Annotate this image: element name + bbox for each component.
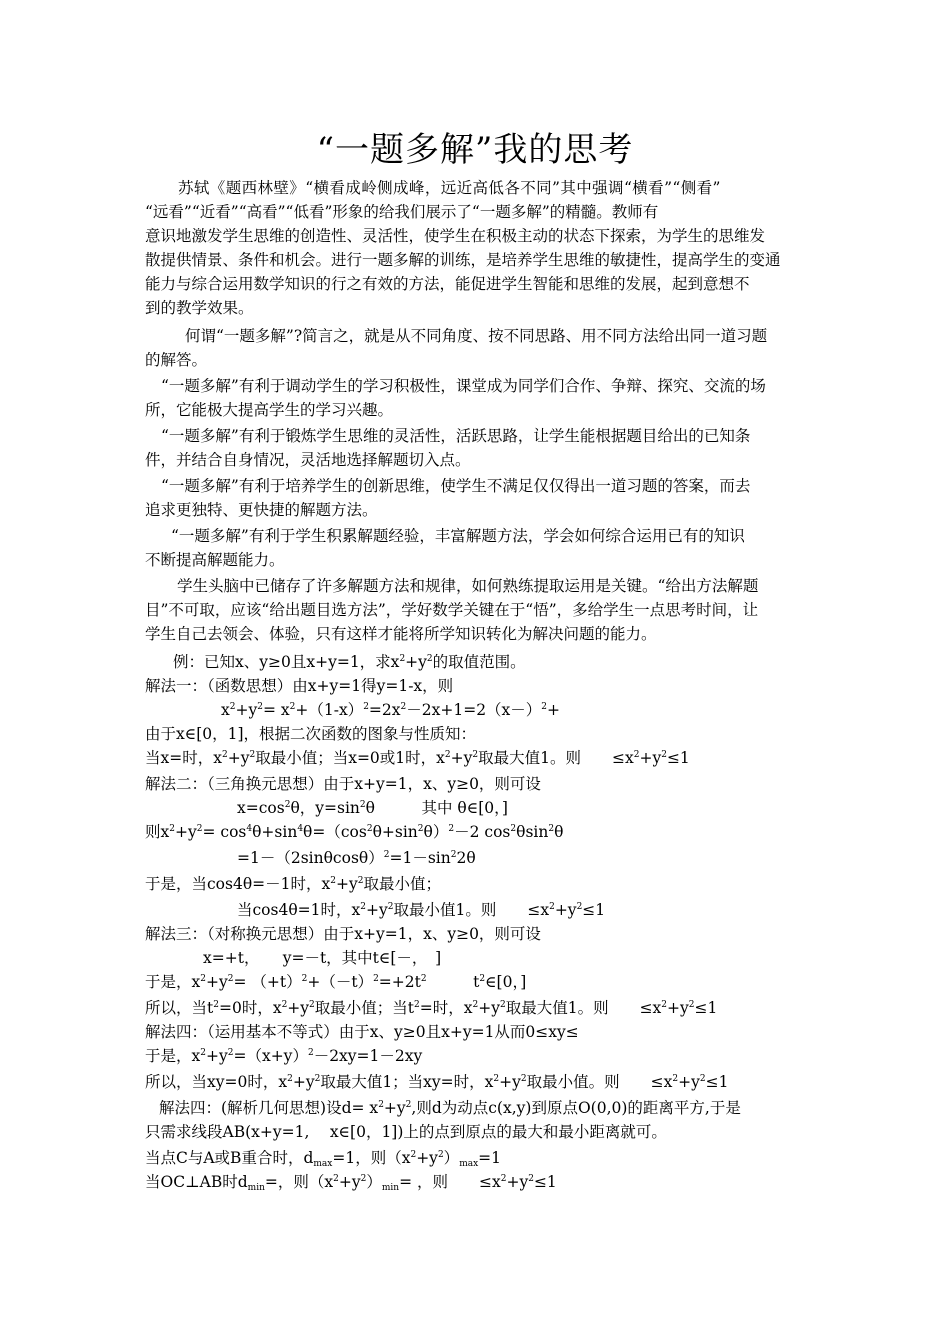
paragraph-line: 苏轼《题西林壁》“横看成岭侧成峰，远近高低各不同”其中强调“横看”“侧看” [178,179,721,197]
solution-line: 于是，$x^2+y^2=(x+y)^2-2xy=1-2xy$ [145,1047,423,1065]
paragraph-line: 件，并结合自身情况，灵活地选择解题切入点。 [145,451,471,469]
solution-line: $=1-(2\sin\theta\cos\theta)^2=1-\sin^22\theta$ [237,849,476,867]
solution-line: 由于x∈[0，1]，根据二次函数的图象与性质知： [145,725,477,743]
solution-line: 则$x^2+y^2= \cos^4\theta+\sin^4\theta=(\cos^2\theta+\sin^2\theta)^2-2$ $\cos^2\theta\sin^2\theta$ [145,823,564,841]
paragraph-line: 不断提高解题能力。 [145,551,285,569]
solution-line: 所以，当xy=0时，$x^2+y^2$取最大值1；当xy=时，$x^2+y^2$取最小值。则 $\le x^2+y^2\le 1$ [145,1073,729,1091]
solution-line: 解法二：（三角换元思想）由于x+y=1，x、y≥0，则可设 [145,775,541,793]
solution-line: 解法一：（函数思想）由x+y=1得y=1-x，则 [145,677,454,695]
paragraph-line: 追求更独特、更快捷的解题方法。 [145,501,378,519]
paragraph-line: “一题多解”有利于调动学生的学习积极性，课堂成为同学们合作、争辩、探究、交流的场 [161,377,766,395]
paragraph-line: “一题多解”有利于锻炼学生思维的灵活性，活跃思路，让学生能根据题目给出的已知条 [161,427,751,445]
solution-line: 解法四：(解析几何思想)设$d= x^2+y^2$,则d为动点c(x,y)到原点O(0,0)的距离平方,于是 [159,1099,741,1117]
solution-line: x=+t， y=－t，其中t∈[－， ] [203,949,442,967]
paragraph-line: 能力与综合运用数学知识的行之有效的方法，能促进学生智能和思维的发展，起到意想不 [145,275,750,293]
paragraph-line: 目”不可取，应该“给出题目选方法”，学好数学关键在于“悟”，多给学生一点思考时间，让 [145,601,759,619]
paragraph-line: 学生自己去领会、体验，只有这样才能将所学知识转化为解决问题的能力。 [145,625,657,643]
page-title: “一题多解”我的思考 [316,130,634,170]
solution-line: 当OC⊥AB时$d_{min}=$，则$(x^2+y^2)_{min}=$ ，则 $\le x^2+y^2\le 1$ [145,1173,557,1193]
solution-line: 于是，$x^2+y^2= (+t)^2+(-t)^2=+2t^2$ $t^2\in[0$，] [145,973,527,991]
solution-line: 于是，当cos4θ=－1时，$x^2+y^2$取最小值； [145,875,441,893]
solution-line: 只需求线段AB(x+y=1, x∈[0，1])上的点到原点的最大和最小距离就可。 [145,1123,667,1141]
solution-line: 当cos4θ=1时，$x^2+y^2$取最小值1。则 $\le x^2+y^2\le 1$ [237,901,606,919]
example-line: 例：已知x、y≥0且x+y=1，求$x^2+y^2$的取值范围。 [173,653,526,671]
paragraph-line: 的解答。 [145,351,208,369]
paragraph-line: 所，它能极大提高学生的学习兴趣。 [145,401,394,419]
solution-line: $x^2+y^2= x^2+(1-x)^2=2x^2-2x+1=2(x-)^2+$ [221,701,561,719]
paragraph-line: “远看”“近看”“高看”“低看”形象的给我们展示了“一题多解”的精髓。教师有 [145,203,659,221]
paragraph-line: 学生头脑中已储存了许多解题方法和规律，如何熟练提取运用是关键。“给出方法解题 [177,577,759,595]
paragraph-line: 何谓“一题多解”?简言之，就是从不同角度、按不同思路、用不同方法给出同一道习题 [185,327,768,345]
solution-line: $x=\cos^2\theta$，$y=\sin^2\theta$ 其中 θ∈[0，] [237,799,508,817]
solution-line: 解法三：（对称换元思想）由于x+y=1，x、y≥0，则可设 [145,925,541,943]
solution-line: 当x=时，$x^2+y^2$取最小值；当x=0或1时，$x^2+y^2$取最大值1。则 $\le x^2+y^2\le 1$ [145,749,690,767]
paragraph-line: 到的教学效果。 [145,299,254,317]
solution-line: 解法四：（运用基本不等式）由于x、y≥0且x+y=1从而0≤xy≤ [145,1023,579,1041]
paragraph-line: “一题多解”有利于学生积累解题经验，丰富解题方法，学会如何综合运用已有的知识 [171,527,745,545]
solution-line: 所以，当$t^2=0$时，$x^2+y^2$取最小值；当$t^2=$时，$x^2+y^2$取最大值1。则 $\le x^2+y^2\le 1$ [145,999,718,1017]
paragraph-line: “一题多解”有利于培养学生的创新思维，使学生不满足仅仅得出一道习题的答案，而去 [161,477,751,495]
paragraph-line: 散提供情景、条件和机会。进行一题多解的训练，是培养学生思维的敏捷性，提高学生的变通 [145,251,781,269]
paragraph-line: 意识地激发学生思维的创造性、灵活性，使学生在积极主动的状态下探索，为学生的思维发 [145,227,766,245]
solution-line: 当点C与A或B重合时，$d_{max}=1$，则$(x^2+y^2)_{max}=1$ [145,1149,502,1169]
